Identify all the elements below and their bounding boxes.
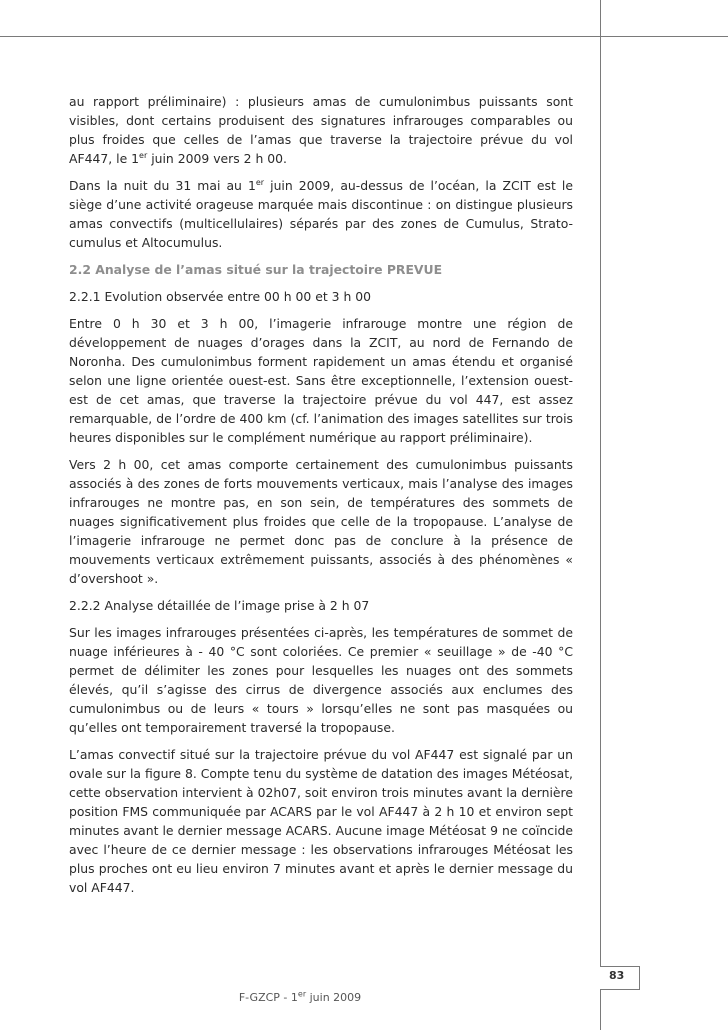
paragraph: Dans la nuit du 31 mai au 1er juin 2009, au-dessus de l’océan, la ZCIT est le siège d’une activité orageuse marquée mais discontinue : on distingue plusieurs amas convectifs (multicellulaires) séparés par des zones de Cumulus, Strato-cumulus et Altocumulus.	[69, 177, 573, 250]
paragraph: Sur les images infrarouges présentées ci-après, les températures de sommet de nuage inférieures à - 40 °C sont coloriées. Ce premier « seuillage » de -40 °C permet de délimiter les zones pour lesquelles les nuages ont des sommets élevés, qu’il s’agisse des cirrus de divergence associés aux enclumes des cumulonimbus ou de leurs « tours » lorsqu’elles ne sont pas masquées ou qu’elles ont temporairement traversé la tropopause.	[69, 625, 573, 735]
section-heading: 2.2 Analyse de l’amas situé sur la trajectoire PREVUE	[69, 262, 443, 277]
paragraph: Vers 2 h 00, cet amas comporte certainement des cumulonimbus puissants associés à des zones de forts mouvements verticaux, mais l’analyse des images infrarouges ne montre pas, en son sein, de températures des sommets de nuages significativement plus froides que celle de la tropopause. L’analyse de l’imagerie infrarouge ne permet donc pas de conclure à la présence de mouvements verticaux extrêmement puissants, associés à des phénomènes « d’overshoot ».	[69, 457, 573, 586]
paragraph: L’amas convectif situé sur la trajectoire prévue du vol AF447 est signalé par un ovale sur la figure 8. Compte tenu du système de datation des images Météosat, cette observation intervient à 02h07, soit environ trois minutes avant la dernière position FMS communiquée par ACARS par le vol AF447 à 2 h 10 et environ sept minutes avant le dernier message ACARS. Aucune image Météosat 9 ne coïncide avec l’heure de ce dernier message : les observations infrarouges Météosat les plus proches ont eu lieu environ 7 minutes avant et après le dernier message du vol AF447.	[69, 747, 573, 895]
top-rule	[0, 36, 728, 37]
paragraph: Entre 0 h 30 et 3 h 00, l’imagerie infrarouge montre une région de développement de nuages d’orages dans la ZCIT, au nord de Fernando de Noronha. Des cumulonimbus forment rapidement un amas étendu et organisé selon une ligne orientée ouest-est. Sans être exceptionnelle, l’extension ouest-est de cet amas, que traverse la trajectoire prévue du vol 447, est assez remarquable, de l’ordre de 400 km (cf. l’animation des images satellites sur trois heures disponibles sur le complément numérique au rapport préliminaire).	[69, 316, 573, 445]
subsection-heading: 2.2.2 Analyse détaillée de l’image prise à 2 h 07	[69, 598, 370, 613]
page-number: 83	[609, 969, 625, 982]
body-text	[69, 92, 573, 905]
margin-rule	[600, 0, 601, 1030]
subsection-heading: 2.2.1 Evolution observée entre 00 h 00 et 3 h 00	[69, 289, 372, 304]
paragraph: au rapport préliminaire) : plusieurs amas de cumulonimbus puissants sont visibles, dont certains produisent des signatures infrarouges comparables ou plus froides que celles de l’amas que traverse la trajectoire prévue du vol AF447, le 1er juin 2009 vers 2 h 00.	[69, 94, 573, 166]
footer: F-GZCP - 1er juin 2009	[238, 989, 362, 1004]
